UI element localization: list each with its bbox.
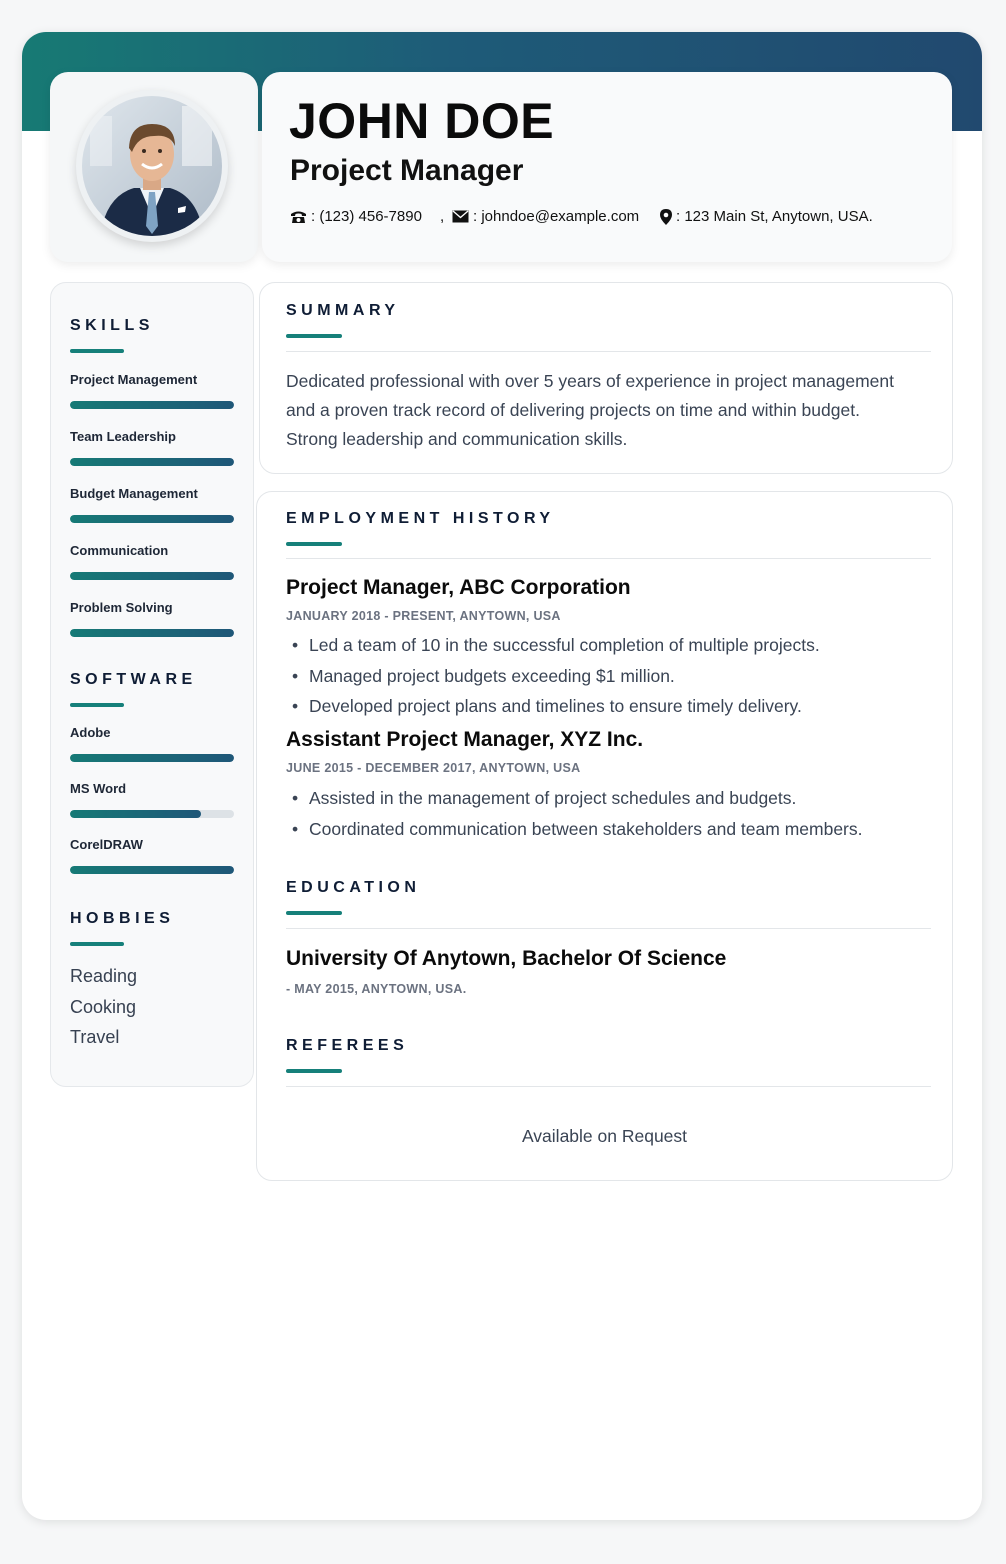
summary-heading: SUMMARY <box>286 302 400 319</box>
skill-item <box>70 429 234 445</box>
contact-separator: , <box>440 208 445 225</box>
sidebar <box>50 282 254 1087</box>
referees-heading: REFEREES <box>286 1037 409 1054</box>
software-bar <box>70 866 234 874</box>
job-entry-title: Project Manager, ABC Corporation <box>286 576 631 599</box>
skill-item <box>70 372 234 388</box>
software-bar <box>70 810 234 818</box>
job-entry-dates: JANUARY 2018 - PRESENT, ANYTOWN, USA <box>286 609 561 623</box>
skill-label: Communication <box>70 543 169 558</box>
skill-item <box>70 486 234 502</box>
contact-phone <box>290 208 422 225</box>
job-bullet-list <box>286 630 820 722</box>
map-pin-icon <box>660 209 672 225</box>
job-bullet-list <box>286 783 863 844</box>
skill-label: Project Management <box>70 372 198 387</box>
hobbies-heading: HOBBIES <box>70 910 175 927</box>
employment-heading: EMPLOYMENT HISTORY <box>286 510 555 527</box>
software-label: Adobe <box>70 725 111 740</box>
photo-card <box>50 72 258 262</box>
skill-label: Problem Solving <box>70 600 173 615</box>
software-section <box>70 671 235 852</box>
street-address: : 123 Main St, Anytown, USA. <box>676 208 873 225</box>
summary-accent-line <box>286 334 342 338</box>
skills-accent-line <box>70 349 124 353</box>
job-bullet: • Developed project plans and timelines to ensure timely delivery. <box>286 691 820 722</box>
skill-bar <box>70 629 234 637</box>
job-bullet: • Assisted in the management of project schedules and budgets. <box>286 783 863 814</box>
resume-page <box>22 32 982 1520</box>
hobbies-section <box>70 910 235 1047</box>
software-bar-fill <box>70 810 201 818</box>
summary-divider <box>286 351 931 352</box>
skills-heading: SKILLS <box>70 317 154 334</box>
education-divider <box>286 928 931 929</box>
skills-section <box>70 317 235 615</box>
full-name: JOHN DOE <box>289 93 555 149</box>
skill-bar <box>70 401 234 409</box>
software-bar <box>70 754 234 762</box>
phone-number: : (123) 456-7890 <box>311 208 422 225</box>
employment-divider <box>286 558 931 559</box>
software-item <box>70 725 234 741</box>
degree-date: - MAY 2015, ANYTOWN, USA. <box>286 982 467 996</box>
education-accent-line <box>286 911 342 915</box>
hobby-item: Cooking <box>70 997 137 1017</box>
job-title: Project Manager <box>290 154 524 187</box>
job-entry-dates: JUNE 2015 - DECEMBER 2017, ANYTOWN, USA <box>286 761 581 775</box>
hobbies-accent-line <box>70 942 124 946</box>
education-heading: EDUCATION <box>286 879 421 896</box>
skill-bar-fill <box>70 629 234 637</box>
skill-label: Budget Management <box>70 486 198 501</box>
software-heading: SOFTWARE <box>70 671 197 688</box>
referees-divider <box>286 1086 931 1087</box>
main-content-card <box>256 491 953 1181</box>
skill-bar <box>70 572 234 580</box>
skill-bar-fill <box>70 515 234 523</box>
email-address: : johndoe@example.com <box>473 208 640 225</box>
avatar <box>82 96 222 236</box>
software-accent-line <box>70 703 124 707</box>
envelope-icon <box>452 210 469 223</box>
hobby-item: Travel <box>70 1027 120 1047</box>
skill-item <box>70 600 234 616</box>
software-item <box>70 781 234 797</box>
job-bullet: • Led a team of 10 in the successful completion of multiple projects. <box>286 630 820 661</box>
skill-bar <box>70 458 234 466</box>
referees-accent-line <box>286 1069 342 1073</box>
employment-accent-line <box>286 542 342 546</box>
skill-label: Team Leadership <box>70 429 176 444</box>
header-card <box>262 72 952 262</box>
hobby-item: Reading <box>70 966 138 986</box>
summary-text: Dedicated professional with over 5 years of experience in project management and a proven track record of delivering projects on time and within budget. Strong leadership and communication skills. <box>286 371 894 449</box>
job-bullet: • Managed project budgets exceeding $1 million. <box>286 661 820 692</box>
contact-address <box>660 208 873 225</box>
skill-bar-fill <box>70 572 234 580</box>
degree-title: University Of Anytown, Bachelor Of Science <box>286 947 727 970</box>
software-item <box>70 837 234 853</box>
avatar-frame <box>76 90 228 242</box>
skill-bar <box>70 515 234 523</box>
job-entry-title: Assistant Project Manager, XYZ Inc. <box>286 728 644 751</box>
phone-icon <box>290 210 307 224</box>
skill-bar-fill <box>70 458 234 466</box>
summary-card <box>259 282 953 474</box>
software-bar-fill <box>70 866 234 874</box>
skill-item <box>70 543 234 559</box>
referees-text: Available on Request <box>521 1126 688 1146</box>
contact-email <box>452 208 639 225</box>
job-bullet: • Coordinated communication between stakeholders and team members. <box>286 814 863 845</box>
software-label: MS Word <box>70 781 127 796</box>
software-label: CorelDRAW <box>70 837 143 852</box>
software-bar-fill <box>70 754 234 762</box>
skill-bar-fill <box>70 401 234 409</box>
